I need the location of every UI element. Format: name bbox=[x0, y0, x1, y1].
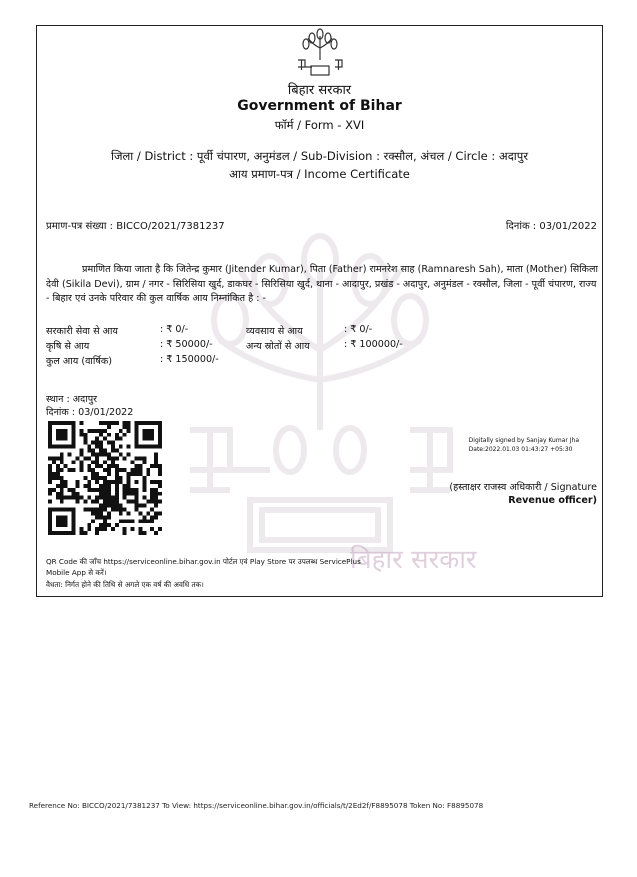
govt-service-label: सरकारी सेवा से आय bbox=[46, 326, 118, 337]
govt-service-value: : ₹ 0/- bbox=[160, 324, 189, 335]
business-value: : ₹ 0/- bbox=[344, 324, 373, 335]
digital-signature-line1: Digitally signed by Sanjay Kumar Jha bbox=[468, 437, 579, 444]
digital-signature-block bbox=[469, 436, 579, 454]
agri-label: कृषि से आय bbox=[46, 341, 90, 352]
qr-code bbox=[48, 421, 162, 535]
issue-place: स्थान : अदापुर bbox=[46, 394, 98, 405]
watermark-text: बिहार सरकार bbox=[350, 545, 477, 575]
other-sources-label: अन्य स्रोतों से आय bbox=[246, 341, 310, 352]
issue-date: दिनांक : 03/01/2022 bbox=[46, 407, 134, 418]
digital-signature-line2: Date:2022.01.03 01:43:27 +05:30 bbox=[468, 446, 573, 453]
certificate-date: दिनांक : 03/01/2022 bbox=[505, 221, 597, 232]
certificate-number: प्रमाण-पत्र संख्या : BICCO/2021/7381237 bbox=[46, 221, 225, 232]
qr-verification-note: QR Code की जाँच https://serviceonline.bihar.gov.in पोर्टल एवं Play Store पर उपलब्ध ServicePlus Mobile App से करें। bbox=[46, 557, 361, 577]
reference-footer: Reference No: BICCO/2021/7381237 To View: https://serviceonline.bihar.gov.in/officials/t/2Ed2f/F8895078 Token No: F8895078 bbox=[29, 801, 484, 810]
district-line: जिला / District : पूर्वी चंपारण, अनुमंडल / Sub-Division : रक्सौल, अंचल / Circle : अदापुर bbox=[110, 149, 529, 163]
validity-note: वैधता: निर्गत होने की तिथि से अगले एक वर्ष की अवधि तक। bbox=[46, 580, 204, 589]
certificate-title: आय प्रमाण-पत्र / Income Certificate bbox=[229, 167, 410, 181]
government-title: Government of Bihar bbox=[237, 98, 402, 114]
business-label: व्यवसाय से आय bbox=[246, 326, 303, 337]
state-name-hindi: बिहार सरकार bbox=[287, 83, 352, 98]
bihar-emblem bbox=[294, 28, 346, 78]
total-income-value: : ₹ 150000/- bbox=[160, 354, 219, 365]
other-sources-value: : ₹ 100000/- bbox=[344, 339, 403, 350]
signatory-line2: Revenue officer) bbox=[508, 495, 597, 506]
paragraph-text: प्रमाणित किया जाता है कि जितेन्द्र कुमार (Jitender Kumar), पिता (Father) रामनरेश साह (Ramnaresh Sah), माता (Mother) सिकिला देवी (Sikila Devi), ग्राम / नगर - सिरिसिया खुर्द, डाकघर - सिरिसिया खुर्द, थाना - आदापुर, प्रखंड - अदापुर, अनुमंडल - रक्सौल, जिला - पूर्वी चंपारण, राज्य - बिहार एवं उनके परिवार की कुल वार्षिक आय निम्नांकित है : - bbox=[46, 264, 599, 304]
total-income-label: कुल आय (वार्षिक) bbox=[46, 356, 113, 367]
form-number: फॉर्म / Form - XVI bbox=[274, 118, 365, 132]
signatory-line1: (हस्ताक्षर राजस्व अधिकारी / Signature bbox=[449, 482, 597, 493]
agri-value: : ₹ 50000/- bbox=[160, 339, 213, 350]
certificate-paragraph bbox=[46, 263, 602, 307]
